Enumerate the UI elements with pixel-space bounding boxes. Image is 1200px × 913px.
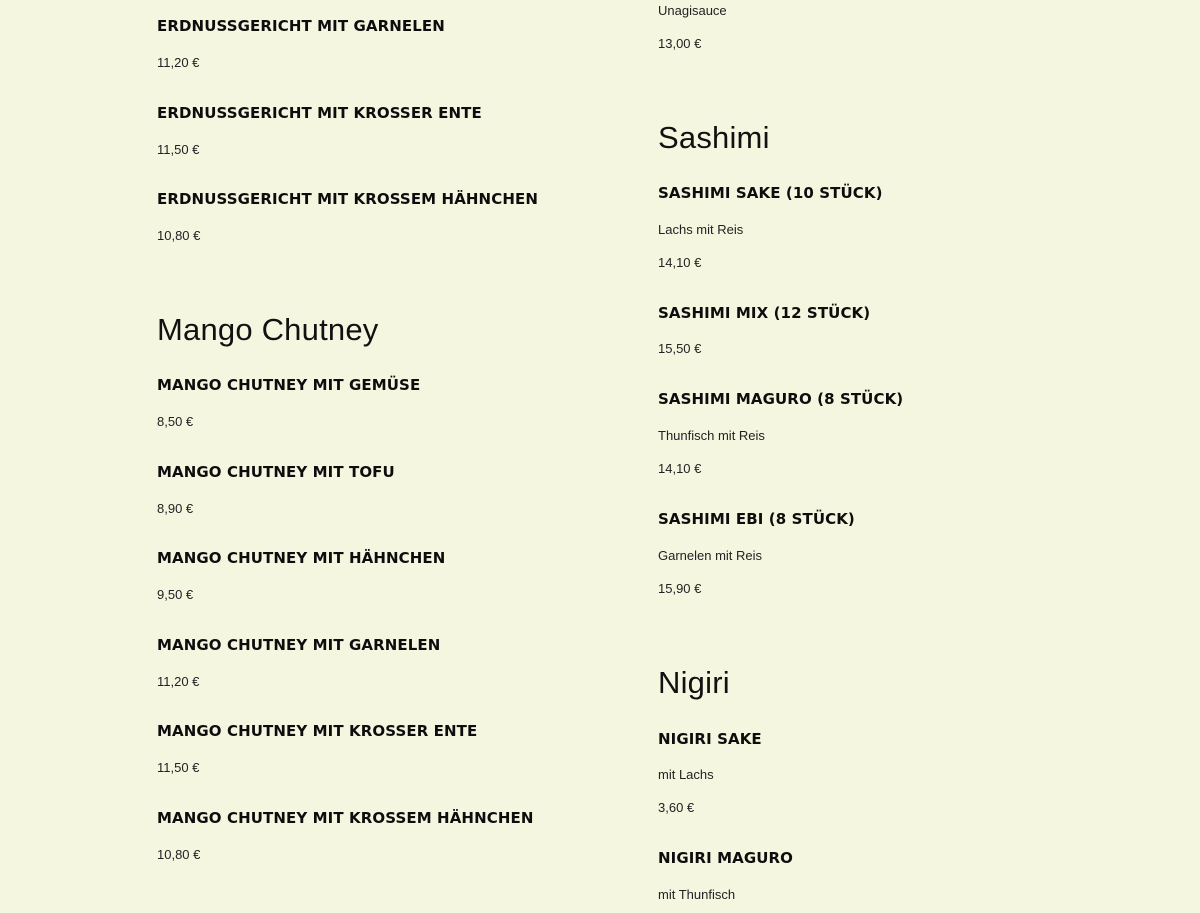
menu-item-name: MANGO CHUTNEY MIT KROSSEM HÄHNCHEN	[157, 809, 534, 827]
menu-item-description: Unagisauce	[658, 3, 727, 18]
menu-item-price: 8,90 €	[157, 501, 194, 516]
menu-item-name: NIGIRI SAKE	[658, 730, 762, 748]
menu-item-price: 15,90 €	[658, 581, 702, 596]
menu-item-description: mit Thunfisch	[658, 887, 736, 902]
section-title-sashimi: Sashimi	[658, 120, 770, 155]
menu-item-price: 9,50 €	[157, 587, 194, 602]
menu-item-price: 15,50 €	[658, 341, 702, 356]
menu-item-name: MANGO CHUTNEY MIT GEMÜSE	[157, 376, 421, 394]
menu-item-name: SASHIMI SAKE (10 STÜCK)	[658, 184, 883, 202]
menu-item-price: 14,10 €	[658, 255, 702, 270]
menu-item-price: 3,60 €	[658, 800, 695, 815]
menu-item-name: MANGO CHUTNEY MIT KROSSER ENTE	[157, 722, 478, 740]
menu-item-name: SASHIMI MAGURO (8 STÜCK)	[658, 390, 904, 408]
menu-item-name: ERDNUSSGERICHT MIT GARNELEN	[157, 17, 445, 35]
menu-item-price: 10,80 €	[157, 847, 201, 862]
menu-item-description: Garnelen mit Reis	[658, 548, 763, 563]
menu-item-name: MANGO CHUTNEY MIT TOFU	[157, 463, 395, 481]
menu-item-price: 13,00 €	[658, 36, 702, 51]
menu-item-name: ERDNUSSGERICHT MIT KROSSEM HÄHNCHEN	[157, 190, 538, 208]
menu-item-description: mit Lachs	[658, 767, 714, 782]
menu-item-name: SASHIMI EBI (8 STÜCK)	[658, 510, 855, 528]
menu-item-name: ERDNUSSGERICHT MIT KROSSER ENTE	[157, 104, 482, 122]
menu-item-price: 11,20 €	[157, 55, 200, 70]
section-title-mango-chutney: Mango Chutney	[157, 312, 379, 347]
menu-item-description: Lachs mit Reis	[658, 222, 744, 237]
menu-item-name: SASHIMI MIX (12 STÜCK)	[658, 304, 871, 322]
section-title-nigiri: Nigiri	[658, 665, 730, 700]
menu-item-price: 10,80 €	[157, 228, 201, 243]
menu-item-description: Thunfisch mit Reis	[658, 428, 765, 443]
menu-item-price: 11,50 €	[157, 760, 200, 775]
menu-item-name: MANGO CHUTNEY MIT GARNELEN	[157, 636, 441, 654]
menu-item-name: NIGIRI MAGURO	[658, 849, 794, 867]
menu-item-price: 11,20 €	[157, 674, 200, 689]
menu-item-price: 8,50 €	[157, 414, 194, 429]
menu-item-name: MANGO CHUTNEY MIT HÄHNCHEN	[157, 549, 446, 567]
menu-item-price: 14,10 €	[658, 461, 702, 476]
menu-item-price: 11,50 €	[157, 142, 200, 157]
